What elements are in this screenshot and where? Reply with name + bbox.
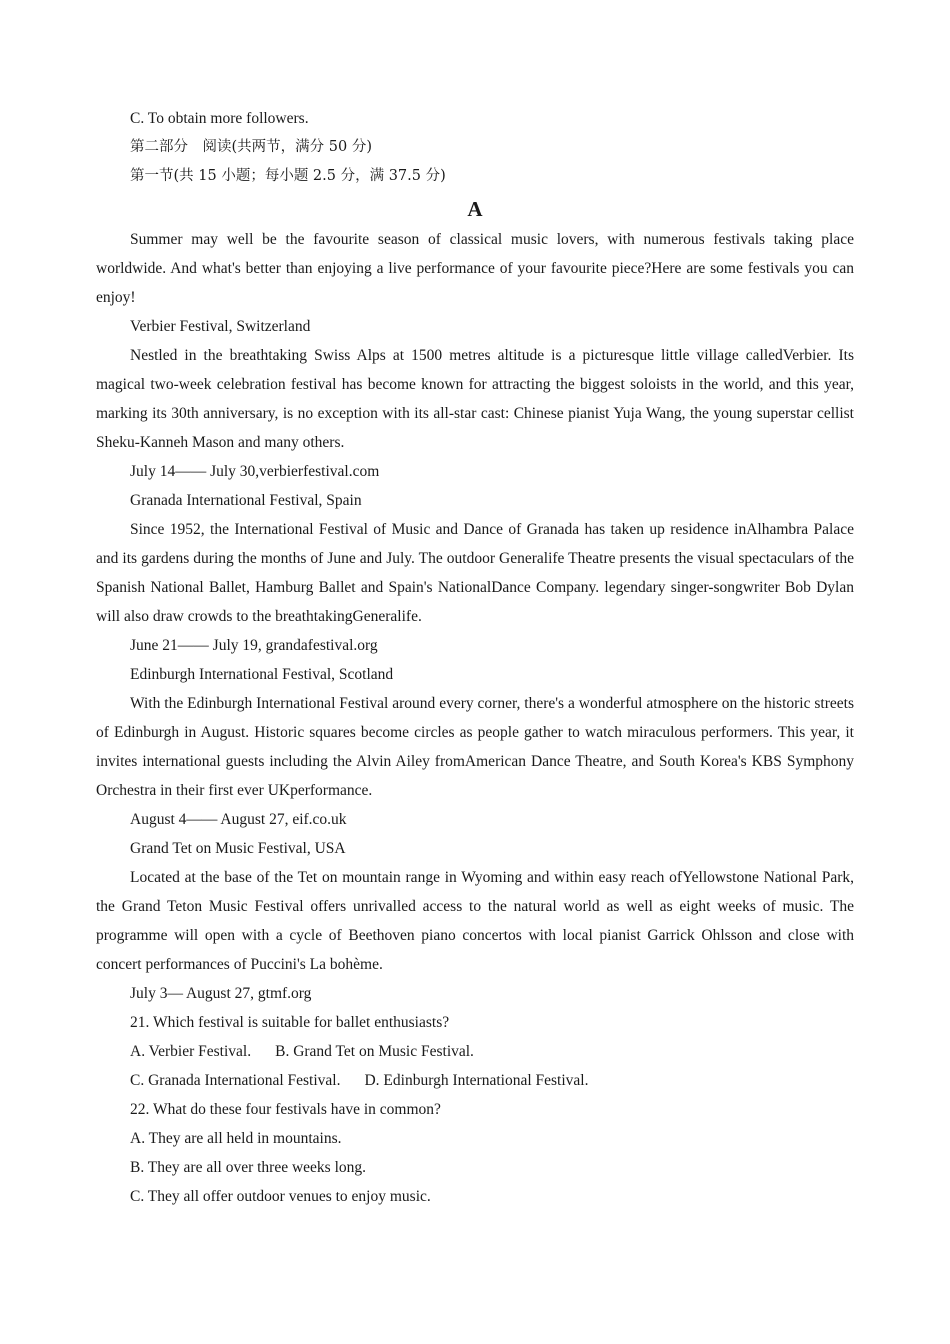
passage-label: A	[467, 197, 483, 221]
part-two-heading: 第二部分 阅读(共两节，满分 50 分)	[130, 139, 372, 155]
festival-dates: June 21—— July 19, grandafestival.org	[130, 637, 378, 654]
festival-description: Located at the base of the Tet on mountain range in Wyoming and within easy reach ofYellowstone National Park, the Grand Teton Music Festival offers unrivalled access to the natural world as well as eight weeks of music. The programme will open with a cycle of Beethoven piano concertos with local pianist Garrick Ohlsson and close with concert performances of Puccini's La bohème.	[96, 869, 854, 973]
document-page	[96, 104, 854, 1211]
option-c: C. Granada International Festival.	[130, 1072, 341, 1089]
option-a: A. They are all held in mountains.	[130, 1130, 342, 1147]
option-b: B. They are all over three weeks long.	[130, 1159, 367, 1176]
option-a: A. Verbier Festival.	[130, 1043, 252, 1060]
section-one-heading: 第一节(共 15 小题；每小题 2.5 分，满 37.5 分)	[130, 168, 446, 184]
question-21-options-row-2	[96, 1066, 854, 1095]
festival-name: Grand Tet on Music Festival, USA	[130, 840, 346, 857]
question-21-options-row-1	[96, 1037, 854, 1066]
festival-dates: July 14—— July 30,verbierfestival.com	[130, 463, 380, 480]
option-b: B. Grand Tet on Music Festival.	[275, 1043, 474, 1060]
option-c: C. They all offer outdoor venues to enjoy music.	[130, 1188, 431, 1205]
festival-description: Nestled in the breathtaking Swiss Alps at 1500 metres altitude is a picturesque little village calledVerbier. Its magical two-week celebration festival has become known for attracting the biggest soloists in the world, and this year, marking its 30th anniversary, is no exception with its all-star cast: Chinese pianist Yuja Wang, the young superstar cellist Sheku-Kanneh Mason and many others.	[96, 347, 854, 451]
question-22-stem: 22. What do these four festivals have in common?	[130, 1101, 441, 1118]
passage-intro: Summer may well be the favourite season of classical music lovers, with numerous festivals taking place worldwide. And what's better than enjoying a live performance of your favourite piece?Here are some festivals you can enjoy!	[96, 231, 854, 306]
festival-name: Granada International Festival, Spain	[130, 492, 362, 509]
option-d: D. Edinburgh International Festival.	[364, 1072, 589, 1089]
question-21-stem: 21. Which festival is suitable for ballet enthusiasts?	[130, 1014, 450, 1031]
festival-description: With the Edinburgh International Festival around every corner, there's a wonderful atmosphere on the historic streets of Edinburgh in August. Historic squares become circles as people gather to watch miraculous performers. This year, it invites international guests including the Alvin Ailey fromAmerican Dance Theatre, and South Korea's KBS Symphony Orchestra in their first ever UKperformance.	[96, 695, 854, 799]
festival-description: Since 1952, the International Festival of Music and Dance of Granada has taken up residence inAlhambra Palace and its gardens during the months of June and July. The outdoor Generalife Theatre presents the visual spectaculars of the Spanish National Ballet, Hamburg Ballet and Spain's NationalDance Company. legendary singer-songwriter Bob Dylan will also draw crowds to the breathtakingGeneralife.	[96, 521, 854, 625]
festival-dates: August 4—— August 27, eif.co.uk	[130, 811, 347, 828]
festival-dates: July 3— August 27, gtmf.org	[130, 985, 312, 1002]
festival-name: Verbier Festival, Switzerland	[130, 318, 311, 335]
previous-option-c: C. To obtain more followers.	[130, 110, 309, 127]
festival-name: Edinburgh International Festival, Scotland	[130, 666, 394, 683]
